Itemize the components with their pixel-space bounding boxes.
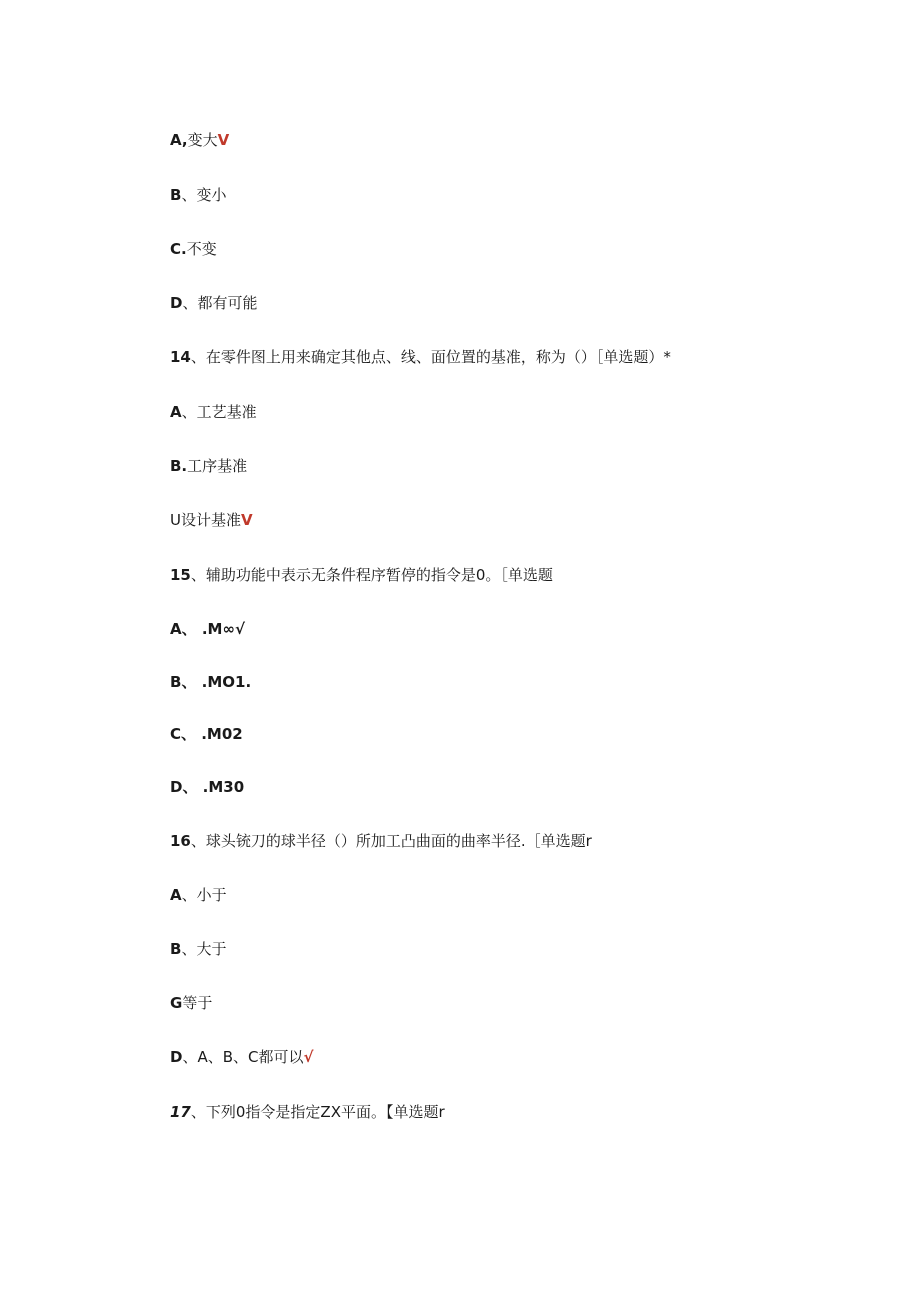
q14-option-a	[170, 402, 257, 422]
question-text: 、辅助功能中表示无条件程序暂停的指令是0。［单选题	[190, 566, 553, 584]
option-letter: G	[170, 994, 183, 1012]
option-letter: D	[170, 294, 183, 312]
option-letter: C.	[170, 240, 187, 258]
option-text: 、都有可能	[182, 294, 258, 312]
option-text: 、小于	[181, 886, 227, 904]
correct-mark: V	[217, 131, 230, 149]
q15-option-c	[170, 724, 243, 744]
option-c-unchanged	[170, 239, 217, 259]
q14-option-c	[170, 510, 253, 530]
question-15	[170, 565, 553, 585]
correct-mark: √	[303, 1048, 314, 1066]
q14-option-b	[170, 456, 247, 476]
option-text: 、A、B、C都可以	[182, 1048, 304, 1066]
question-16	[170, 831, 592, 851]
option-letter: C	[170, 725, 182, 743]
question-14	[170, 347, 671, 367]
option-text: 不变	[186, 240, 217, 258]
option-text: 、 .M∞√	[181, 620, 245, 638]
q16-option-c	[170, 993, 212, 1013]
option-text: 、大于	[181, 940, 227, 958]
option-text: 、变小	[181, 186, 227, 204]
option-letter: A	[170, 620, 182, 638]
option-text: 变大	[187, 131, 218, 149]
q16-option-a	[170, 885, 227, 905]
q16-option-d	[170, 1047, 314, 1067]
option-text: 等于	[182, 994, 213, 1012]
question-text: 、球头铳刀的球半径（）所加工凸曲面的曲率半径.［单选题r	[190, 832, 592, 850]
question-number: 14	[170, 348, 191, 366]
option-text: 、 .M30	[182, 778, 245, 796]
question-17	[170, 1102, 445, 1122]
question-number: 16	[170, 832, 191, 850]
option-letter: B.	[170, 457, 188, 475]
q15-option-d	[170, 777, 244, 797]
option-d-all-possible	[170, 293, 257, 313]
question-number: 17	[170, 1103, 191, 1121]
q15-option-b	[170, 672, 251, 692]
option-text: 、工艺基准	[181, 403, 257, 421]
q15-option-a	[170, 619, 245, 639]
option-text: 工序基准	[187, 457, 248, 475]
question-text: 、下列0指令是指定ZX平面。【单选题r	[190, 1103, 445, 1121]
option-b-smaller	[170, 185, 226, 205]
option-letter: D	[170, 1048, 183, 1066]
question-number: 15	[170, 566, 191, 584]
correct-mark: V	[240, 511, 253, 529]
q16-option-b	[170, 939, 226, 959]
option-letter: D	[170, 778, 183, 796]
option-letter: B	[170, 186, 182, 204]
option-letter: B	[170, 673, 182, 691]
option-letter: A	[170, 403, 182, 421]
option-text: U设计基准	[170, 511, 241, 529]
option-text: 、 .M02	[181, 725, 243, 743]
option-a-larger	[170, 130, 229, 150]
option-letter: B	[170, 940, 182, 958]
option-text: 、 .MO1.	[181, 673, 252, 691]
question-text: 、在零件图上用来确定其他点、线、面位置的基准，称为（）［单选题）*	[190, 348, 671, 366]
option-letter: A,	[170, 131, 188, 149]
option-letter: A	[170, 886, 182, 904]
